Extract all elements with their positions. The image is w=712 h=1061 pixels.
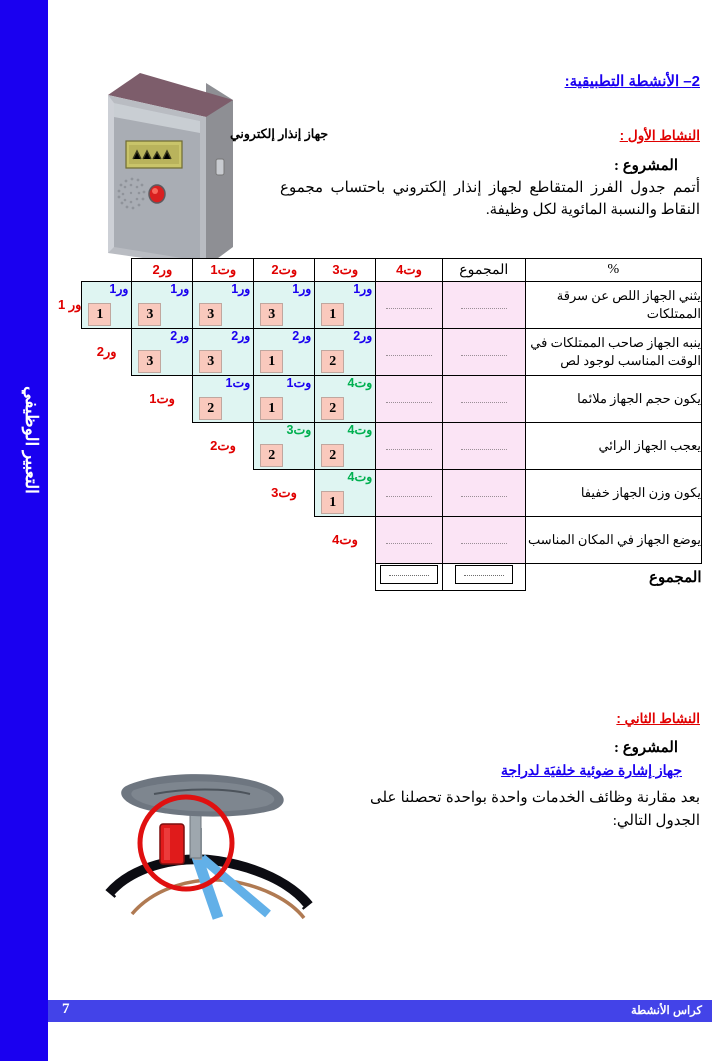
cell-tag: وت3 — [286, 423, 312, 437]
cell-r0-c3[interactable] — [132, 282, 193, 329]
row-0-description: يثني الجهاز اللص عن سرقة الممتلكات — [525, 282, 701, 329]
row-4-spacer — [193, 470, 254, 517]
cell-score: 3 — [199, 303, 222, 326]
row-4-spacer-4 — [58, 470, 82, 517]
row-3-spacer — [132, 423, 193, 470]
activity-2-heading: النشاط الثاني : — [616, 711, 700, 726]
row-2-percent[interactable] — [442, 376, 525, 423]
header-col-wt4: وت4 — [376, 259, 442, 282]
cell-r1-c2[interactable] — [193, 329, 254, 376]
cell-score: 3 — [138, 303, 161, 326]
row-3-total[interactable] — [376, 423, 442, 470]
page-content — [48, 0, 712, 1061]
header-col-wt2: وت2 — [254, 259, 315, 282]
section-heading: 2– الأنشطة التطبيقية: — [564, 73, 700, 90]
row-label-wr2: ور2 — [96, 344, 117, 360]
cell-r2-c2[interactable] — [193, 376, 254, 423]
header-percent: % — [525, 259, 701, 282]
cell-r1-c3[interactable] — [132, 329, 193, 376]
row-5-percent[interactable] — [442, 517, 525, 564]
row-label-wt2: وت2 — [210, 438, 236, 454]
cell-r2-c0[interactable] — [315, 376, 376, 423]
row-5-spacer-2 — [193, 517, 254, 564]
total-spacer-3 — [193, 564, 254, 591]
row-4-spacer-2 — [132, 470, 193, 517]
cell-score: 3 — [138, 350, 161, 373]
total-row-label: المجموع — [649, 569, 702, 586]
cell-r3-c0[interactable] — [315, 423, 376, 470]
row-label-wr1: ور 1 — [58, 297, 82, 312]
cell-score: 1 — [260, 350, 283, 373]
cell-score: 3 — [260, 303, 283, 326]
row-4-description: يكون وزن الجهاز خفيفا — [525, 470, 701, 517]
cell-tag: ور2 — [353, 329, 373, 343]
table-row — [58, 282, 702, 329]
matrix-total-row — [58, 564, 702, 591]
footer-bar — [48, 1000, 712, 1022]
total-spacer — [315, 564, 376, 591]
row-label-wt1: وت1 — [149, 391, 175, 407]
bicycle-rear-reflector-image — [98, 768, 348, 936]
cell-tag: وت4 — [347, 470, 373, 484]
table-row — [58, 329, 702, 376]
row-5-spacer — [254, 517, 315, 564]
header-col-wt3: وت3 — [315, 259, 376, 282]
cell-score: 1 — [321, 491, 344, 514]
row-1-percent[interactable] — [442, 329, 525, 376]
row-3-percent[interactable] — [442, 423, 525, 470]
cell-score: 2 — [321, 444, 344, 467]
cell-r0-c0[interactable] — [315, 282, 376, 329]
cell-r3-c1[interactable] — [254, 423, 315, 470]
cell-score: 3 — [199, 350, 222, 373]
cell-tag: ور1 — [231, 282, 251, 296]
header-col-wr2: ور2 — [132, 259, 193, 282]
row-4-total[interactable] — [376, 470, 442, 517]
cell-r1-c0[interactable] — [315, 329, 376, 376]
total-spacer-2 — [254, 564, 315, 591]
row-1-spacer — [58, 329, 82, 376]
cell-tag: ور2 — [292, 329, 312, 343]
cell-r1-c1[interactable] — [254, 329, 315, 376]
project-2-text: بعد مقارنة وظائف الخدمات واحدة بواحدة تحصلنا على الجدول التالي: — [370, 790, 700, 829]
cell-tag: ور2 — [170, 329, 190, 343]
row-3-spacer-2 — [82, 423, 132, 470]
row-1-description: ينبه الجهاز صاحب الممتلكات في الوقت المناسب لوجود لص — [525, 329, 701, 376]
project-2-label: المشروع : — [613, 740, 678, 756]
cell-tag: وت1 — [286, 376, 312, 390]
cell-r4-c0[interactable] — [315, 470, 376, 517]
cell-r0-c2[interactable] — [193, 282, 254, 329]
spine-vertical-label: التعبير الوظيفي — [22, 386, 41, 494]
footer-title: كراس الأنشطة — [630, 1005, 702, 1017]
total-sum-box[interactable] — [376, 564, 442, 591]
cell-score: 2 — [321, 397, 344, 420]
total-percent-box[interactable] — [442, 564, 525, 591]
cell-tag: ور2 — [231, 329, 251, 343]
row-5-spacer-5 — [58, 517, 82, 564]
cell-r0-c4[interactable] — [82, 282, 132, 329]
cell-tag: وت4 — [347, 376, 373, 390]
row-3-spacer-3 — [58, 423, 82, 470]
row-2-spacer — [82, 376, 132, 423]
cell-r0-c1[interactable] — [254, 282, 315, 329]
row-2-description: يكون حجم الجهاز ملائما — [525, 376, 701, 423]
cell-score: 2 — [321, 350, 344, 373]
cell-tag: ور1 — [109, 282, 129, 296]
cell-tag: ور1 — [353, 282, 373, 296]
row-5-spacer-4 — [82, 517, 132, 564]
left-blue-spine — [0, 0, 48, 1061]
row-4-percent[interactable] — [442, 470, 525, 517]
matrix-table — [57, 258, 702, 591]
total-spacer-5 — [82, 564, 132, 591]
row-5-description: يوضع الجهاز في المكان المناسب — [525, 517, 701, 564]
total-spacer-4 — [132, 564, 193, 591]
cross-sorting-table — [57, 258, 702, 608]
row-5-spacer-3 — [132, 517, 193, 564]
row-0-percent[interactable] — [442, 282, 525, 329]
cell-score: 1 — [88, 303, 111, 326]
cell-score: 1 — [260, 397, 283, 420]
footer-page-number: 7 — [62, 1001, 70, 1017]
row-label-wt4: وت4 — [332, 532, 358, 548]
header-spacer — [82, 259, 132, 282]
table-row — [58, 517, 702, 564]
table-row — [58, 470, 702, 517]
row-label-wt3: وت3 — [271, 485, 297, 501]
row-2-total[interactable] — [376, 376, 442, 423]
cell-r2-c1[interactable] — [254, 376, 315, 423]
cell-tag: ور1 — [170, 282, 190, 296]
cell-tag: ور1 — [292, 282, 312, 296]
header-col-wt1: وت1 — [193, 259, 254, 282]
row-4-spacer-3 — [82, 470, 132, 517]
cell-score: 2 — [260, 444, 283, 467]
table-row — [58, 423, 702, 470]
row-1-total[interactable] — [376, 329, 442, 376]
electronic-alarm-device-image — [88, 55, 248, 280]
total-spacer-6 — [58, 564, 82, 591]
matrix-header-row — [58, 259, 702, 282]
device-caption: جهاز إنذار إلكتروني — [230, 127, 329, 141]
row-0-total[interactable] — [376, 282, 442, 329]
header-total: المجموع — [442, 259, 525, 282]
project-1-label: المشروع : — [613, 158, 678, 174]
project-2-device-title: جهاز إشارة ضوئية خلفيَة لدراجة — [501, 762, 682, 778]
cell-tag: وت1 — [225, 376, 251, 390]
cell-score: 1 — [321, 303, 344, 326]
project-1-text: أتمم جدول الفرز المتقاطع لجهاز إنذار إلكتروني باحتساب مجموع النقاط والنسبة المائوية لكل وظيفة. — [280, 180, 700, 218]
table-row — [58, 376, 702, 423]
activity-1-heading: النشاط الأول : — [619, 128, 700, 143]
cell-score: 2 — [199, 397, 222, 420]
row-2-spacer-2 — [58, 376, 82, 423]
row-5-total[interactable] — [376, 517, 442, 564]
cell-tag: وت4 — [347, 423, 373, 437]
row-3-description: يعجب الجهاز الرائي — [525, 423, 701, 470]
